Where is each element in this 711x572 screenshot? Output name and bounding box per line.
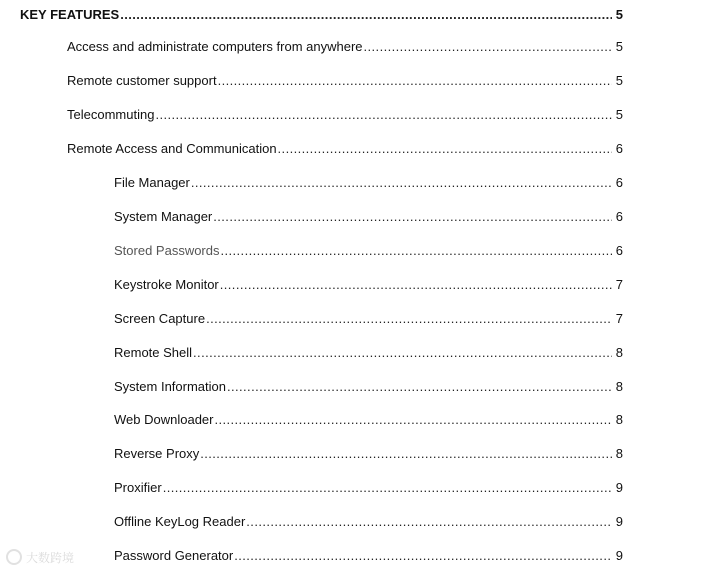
toc-entry-title: Stored Passwords bbox=[114, 243, 220, 258]
toc-entry-title: Remote customer support bbox=[67, 73, 217, 88]
toc-entry-page: 5 bbox=[615, 107, 623, 122]
toc-entry-telecommuting[interactable] bbox=[67, 107, 623, 123]
dot-leader bbox=[213, 209, 612, 225]
toc-entry-page: 5 bbox=[615, 7, 623, 22]
dot-leader bbox=[120, 7, 612, 23]
toc-entry-title: Remote Access and Communication bbox=[67, 141, 277, 156]
toc-entry-page: 8 bbox=[615, 446, 623, 461]
toc-entry-system-manager[interactable] bbox=[114, 209, 623, 225]
toc-entry-title: Access and administrate computers from anywhere bbox=[67, 39, 363, 54]
dot-leader bbox=[364, 39, 612, 55]
toc-entry-page: 5 bbox=[615, 73, 623, 88]
dot-leader bbox=[191, 175, 612, 191]
toc-entry-page: 7 bbox=[615, 311, 623, 326]
toc-entry-title: Keystroke Monitor bbox=[114, 277, 219, 292]
toc-entry-keystroke-monitor[interactable] bbox=[114, 277, 623, 293]
toc-entry-proxifier[interactable] bbox=[114, 480, 623, 496]
dot-leader bbox=[155, 107, 612, 123]
toc-entry-remote-shell[interactable] bbox=[114, 345, 623, 361]
dot-leader bbox=[220, 277, 612, 293]
toc-entry-remote-customer-support[interactable] bbox=[67, 73, 623, 89]
toc-entry-title: Proxifier bbox=[114, 480, 162, 495]
watermark-logo-icon bbox=[6, 549, 22, 565]
toc-entry-page: 9 bbox=[615, 514, 623, 529]
dot-leader bbox=[206, 311, 612, 327]
dot-leader bbox=[193, 345, 612, 361]
toc-entry-page: 6 bbox=[615, 141, 623, 156]
toc-entry-title: Telecommuting bbox=[67, 107, 155, 122]
toc-entry-title: Offline KeyLog Reader bbox=[114, 514, 246, 529]
toc-entry-title: System Information bbox=[114, 379, 226, 394]
toc-entry-page: 8 bbox=[615, 379, 623, 394]
toc-entry-page: 6 bbox=[615, 209, 623, 224]
toc-entry-password-generator[interactable] bbox=[114, 548, 623, 564]
toc-entry-title: File Manager bbox=[114, 175, 190, 190]
toc-entry-page: 9 bbox=[615, 480, 623, 495]
toc-entry-page: 8 bbox=[615, 412, 623, 427]
toc-entry-title: Web Downloader bbox=[114, 412, 214, 427]
dot-leader bbox=[200, 446, 612, 462]
toc-entry-title: Password Generator bbox=[114, 548, 234, 563]
toc-entry-title: KEY FEATURES bbox=[20, 7, 120, 22]
dot-leader bbox=[246, 514, 612, 530]
toc-entry-access-administrate[interactable] bbox=[67, 39, 623, 55]
toc-entry-remote-access-communication[interactable] bbox=[67, 141, 623, 157]
watermark-text: 大数跨境 bbox=[26, 550, 75, 565]
toc-entry-title: System Manager bbox=[114, 209, 213, 224]
watermark bbox=[6, 547, 74, 567]
toc-entry-title: Reverse Proxy bbox=[114, 446, 200, 461]
toc-entry-page: 6 bbox=[615, 243, 623, 258]
toc-entry-stored-passwords[interactable] bbox=[114, 243, 623, 259]
toc-entry-key-features[interactable] bbox=[20, 7, 623, 23]
toc-entry-page: 5 bbox=[615, 39, 623, 54]
dot-leader bbox=[221, 243, 613, 259]
toc-entry-reverse-proxy[interactable] bbox=[114, 446, 623, 462]
dot-leader bbox=[214, 412, 612, 428]
toc-entry-title: Remote Shell bbox=[114, 345, 193, 360]
dot-leader bbox=[218, 73, 612, 89]
toc-entry-offline-keylog-reader[interactable] bbox=[114, 514, 623, 530]
toc-entry-page: 8 bbox=[615, 345, 623, 360]
toc-entry-page: 9 bbox=[615, 548, 623, 563]
toc-entry-page: 6 bbox=[615, 175, 623, 190]
dot-leader bbox=[278, 141, 612, 157]
dot-leader bbox=[163, 480, 612, 496]
toc-entry-title: Screen Capture bbox=[114, 311, 206, 326]
toc-entry-screen-capture[interactable] bbox=[114, 311, 623, 327]
toc-entry-file-manager[interactable] bbox=[114, 175, 623, 191]
toc-entry-web-downloader[interactable] bbox=[114, 412, 623, 428]
dot-leader bbox=[234, 548, 612, 564]
toc-entry-page: 7 bbox=[615, 277, 623, 292]
dot-leader bbox=[227, 379, 612, 395]
toc-entry-system-information[interactable] bbox=[114, 379, 623, 395]
